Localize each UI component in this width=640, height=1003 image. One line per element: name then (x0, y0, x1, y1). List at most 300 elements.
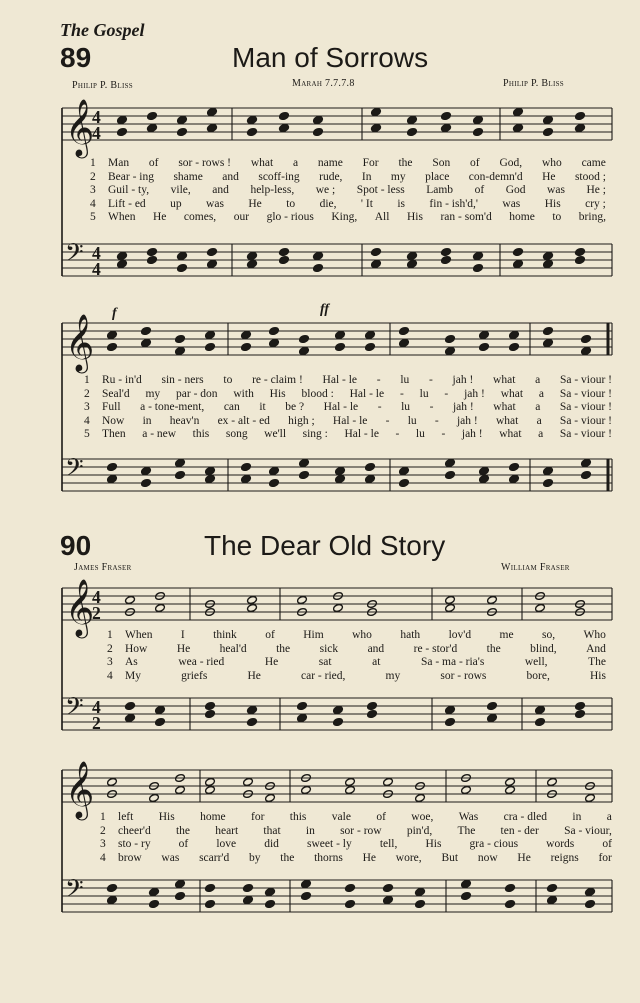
lyric-syllable: scarr'd (199, 851, 230, 864)
note-head (513, 248, 524, 257)
lyric-syllable: lu (401, 401, 411, 413)
lyric-syllable: Who (583, 629, 606, 641)
music-credit: William Fraser (501, 562, 570, 573)
lyric-syllable: wore, (395, 851, 422, 864)
verse-number: 5 (84, 428, 90, 440)
lyric-syllable: Full (102, 401, 121, 413)
lyric-syllable: Sa - viour, (564, 824, 612, 837)
note-head (107, 331, 118, 340)
note-head (333, 604, 344, 613)
lyric-syllable: jah ! (456, 414, 478, 427)
note-head (371, 108, 382, 117)
lyric-syllable: cry ; (585, 197, 606, 210)
lyric-syllable: As (125, 656, 138, 668)
note-head (297, 714, 308, 723)
lyric-syllable: what (500, 387, 524, 400)
lyric-syllable: - (399, 387, 404, 400)
note-head (487, 714, 498, 723)
lyric-syllable: ex - alt - ed (217, 414, 270, 427)
lyric-syllable: re - claim ! (252, 374, 303, 386)
note-head (371, 260, 382, 269)
note-head (155, 604, 166, 613)
note-head (399, 479, 410, 488)
lyric-syllable: now (477, 851, 498, 864)
lyric-syllable: sick (319, 642, 339, 655)
lyric-syllable: God, (499, 157, 523, 169)
lyric-syllable: in (142, 414, 152, 427)
lyric-syllable: a (293, 157, 299, 169)
note-head (207, 124, 218, 133)
note-head (149, 900, 160, 909)
note-head (581, 459, 592, 468)
note-head (177, 264, 188, 273)
lyric-syllable: sor - rows (440, 669, 487, 682)
lyric-syllable: His (544, 197, 561, 210)
note-head (243, 884, 254, 893)
lyric-syllable: I (180, 629, 185, 641)
note-head (269, 339, 280, 348)
lyric-syllable: who (541, 157, 562, 169)
note-head (509, 331, 520, 340)
note-head (575, 702, 586, 711)
note-head (141, 339, 152, 348)
verse-number: 4 (100, 851, 106, 864)
note-head (269, 467, 280, 476)
note-head (205, 702, 216, 711)
note-head (149, 794, 160, 803)
note-head (147, 112, 158, 121)
note-head (415, 900, 426, 909)
lyric-syllable: in (305, 824, 315, 837)
note-head (155, 718, 166, 727)
note-head (445, 596, 456, 605)
note-head (177, 128, 188, 137)
treble-clef: 𝄞 (65, 313, 95, 371)
note-head (445, 471, 456, 480)
lyric-syllable: the (280, 851, 295, 864)
note-head (535, 604, 546, 613)
note-head (313, 252, 324, 261)
lyric-syllable: home (509, 211, 535, 223)
lyric-syllable: He (362, 851, 377, 864)
lyric-syllable: lu (400, 374, 410, 386)
lyric-syllable: Hal - le (344, 428, 379, 440)
note-head (107, 778, 118, 787)
lyric-syllable: thorns (314, 851, 343, 864)
lyric-syllable: be ? (285, 401, 305, 413)
note-head (299, 335, 310, 344)
note-head (415, 794, 426, 803)
lyric-syllable: jah ! (452, 401, 474, 413)
note-head (247, 596, 258, 605)
lyric-syllable: to (223, 374, 233, 386)
words-credit: James Fraser (74, 562, 132, 573)
note-head (479, 467, 490, 476)
lyric-syllable: Hal - le (332, 414, 368, 427)
note-head (247, 718, 258, 727)
note-head (107, 884, 118, 893)
time-signature: 2 (92, 603, 101, 623)
verse-number: 2 (100, 824, 106, 837)
note-head (371, 248, 382, 257)
note-head (407, 252, 418, 261)
verse-number: 1 (100, 811, 106, 823)
note-head (141, 327, 152, 336)
note-head (585, 794, 596, 803)
note-head (125, 702, 136, 711)
lyric-syllable: sin - ners (161, 374, 204, 386)
note-head (333, 706, 344, 715)
lyric-syllable: woe, (411, 811, 434, 823)
lyric-syllable: it (259, 401, 266, 413)
note-head (175, 880, 186, 889)
note-head (241, 343, 252, 352)
note-head (107, 463, 118, 472)
note-head (149, 888, 160, 897)
verse-number: 2 (84, 387, 90, 400)
lyric-syllable: and (367, 642, 385, 655)
note-head (547, 778, 558, 787)
note-head (407, 260, 418, 269)
note-head (175, 335, 186, 344)
note-head (479, 475, 490, 484)
note-head (365, 343, 376, 352)
lyric-syllable: He (247, 669, 261, 682)
lyric-syllable: heal'd (219, 642, 247, 655)
note-head (445, 347, 456, 356)
verse-number: 4 (84, 414, 90, 427)
lyric-syllable: Ru - in'd (102, 374, 142, 386)
lyric-syllable: hath (400, 629, 421, 641)
lyric-syllable: cheer'd (118, 824, 151, 837)
lyric-syllable: a (538, 387, 545, 400)
lyric-syllable: and (212, 184, 229, 196)
lyric-syllable: what (495, 414, 519, 427)
lyric-syllable: to (286, 197, 296, 210)
lyric-syllable: Son (432, 157, 451, 169)
note-head (177, 116, 188, 125)
verse-number: 5 (90, 211, 96, 223)
lyric-syllable: up (170, 197, 182, 210)
lyric-syllable: bring, (578, 211, 606, 223)
note-head (505, 884, 516, 893)
lyric-syllable: gra - cious (469, 838, 519, 850)
note-head (175, 786, 186, 795)
note-head (367, 702, 378, 711)
note-head (299, 471, 310, 480)
lyric-syllable: me (499, 629, 514, 641)
note-head (345, 900, 356, 909)
note-head (313, 264, 324, 273)
lyric-syllable: sor - rows ! (178, 157, 232, 169)
note-head (205, 900, 216, 909)
lyric-syllable: a (536, 414, 542, 427)
lyric-syllable: Was (458, 811, 479, 823)
note-head (345, 778, 356, 787)
hymn-number: 90 (60, 530, 92, 561)
lyric-syllable: well, (524, 656, 548, 668)
lyric-syllable: help-less, (250, 184, 295, 196)
lyric-syllable: griefs (181, 669, 208, 682)
hymn-title: The Dear Old Story (204, 530, 446, 561)
lyric-syllable: shame (173, 170, 203, 183)
lyric-syllable: For (362, 157, 379, 169)
time-signature: 4 (92, 107, 101, 127)
verse-number: 4 (107, 669, 113, 682)
lyric-syllable: this (192, 428, 210, 440)
lyric-syllable: of (148, 157, 159, 169)
lyric-syllable: Seal'd (102, 387, 130, 400)
note-head (297, 596, 308, 605)
lyric-syllable: Sa - ma - ria's (420, 656, 485, 668)
note-head (247, 260, 258, 269)
note-head (509, 475, 520, 484)
hymn-number: 89 (60, 42, 92, 73)
note-head (445, 459, 456, 468)
note-head (335, 467, 346, 476)
note-head (247, 252, 258, 261)
lyric-syllable: that (263, 824, 281, 837)
note-head (107, 343, 118, 352)
lyric-syllable: - (441, 428, 446, 440)
note-head (365, 463, 376, 472)
lyric-syllable: think (213, 629, 237, 641)
note-head (513, 124, 524, 133)
lyric-syllable: He (248, 197, 262, 210)
lyric-syllable: Man (108, 157, 130, 169)
note-head (177, 252, 188, 261)
lyric-syllable: Bear - ing (108, 170, 154, 183)
note-head (473, 116, 484, 125)
note-head (441, 256, 452, 265)
note-head (509, 343, 520, 352)
verse-number: 3 (84, 401, 90, 413)
note-head (461, 786, 472, 795)
lyric-syllable: sat (318, 656, 332, 668)
note-head (265, 794, 276, 803)
lyric-syllable: When (108, 211, 136, 223)
lyric-syllable: God (505, 184, 526, 196)
note-head (205, 786, 216, 795)
note-head (279, 248, 290, 257)
lyric-syllable: of (178, 838, 189, 850)
lyric-syllable: sto - ry (118, 838, 151, 850)
lyric-syllable: my (145, 387, 161, 400)
note-head (371, 124, 382, 133)
note-head (441, 124, 452, 133)
lyric-syllable: Sa - viour ! (559, 401, 612, 413)
lyric-syllable: He (264, 656, 279, 668)
lyric-syllable: of (470, 157, 480, 169)
time-signature: 4 (92, 123, 101, 143)
note-head (445, 706, 456, 715)
note-head (243, 896, 254, 905)
lyric-syllable: the (175, 824, 190, 837)
hymn-title: Man of Sorrows (232, 42, 429, 73)
note-head (575, 124, 586, 133)
time-signature: 4 (92, 243, 101, 263)
lyric-syllable: rude, (319, 170, 343, 183)
note-head (335, 331, 346, 340)
note-head (247, 604, 258, 613)
lyric-syllable: this (289, 811, 307, 823)
verse-number: 4 (90, 197, 96, 210)
lyric-syllable: - (385, 414, 390, 427)
note-head (547, 884, 558, 893)
note-head (301, 892, 312, 901)
lyric-syllable: high ; (288, 414, 315, 427)
lyric-syllable: - (434, 414, 439, 427)
note-head (535, 718, 546, 727)
note-head (543, 479, 554, 488)
note-head (383, 884, 394, 893)
lyric-syllable: who (352, 629, 372, 641)
lyric-syllable: Guil - ty, (108, 184, 150, 196)
note-head (581, 335, 592, 344)
lyric-syllable: a - tone-ment, (140, 401, 205, 413)
lyric-syllable: His (406, 211, 423, 223)
note-head (313, 116, 324, 125)
lyric-syllable: did (264, 838, 279, 850)
note-head (175, 347, 186, 356)
verse-number: 2 (107, 642, 113, 655)
lyric-syllable: How (125, 642, 148, 655)
note-head (335, 343, 346, 352)
note-head (575, 248, 586, 257)
note-head (505, 786, 516, 795)
lyric-syllable: in (572, 811, 582, 823)
lyric-syllable: sing : (302, 428, 328, 440)
note-head (383, 778, 394, 787)
lyric-syllable: for (251, 811, 265, 823)
lyric-syllable: is (397, 197, 405, 210)
lyric-syllable: the (486, 642, 501, 655)
note-head (107, 475, 118, 484)
lyric-syllable: fin - ish'd,' (429, 197, 478, 210)
note-head (279, 256, 290, 265)
note-head (279, 124, 290, 133)
note-head (265, 888, 276, 897)
lyric-syllable: ran - som'd (440, 211, 492, 223)
note-head (575, 256, 586, 265)
time-signature: 2 (92, 713, 101, 733)
note-head (441, 248, 452, 257)
lyric-syllable: His (158, 811, 175, 823)
lyric-syllable: so, (542, 629, 556, 641)
note-head (241, 475, 252, 484)
lyric-syllable: He (517, 851, 531, 864)
lyric-syllable: comes, (183, 211, 217, 223)
lyric-syllable: jah ! (464, 387, 485, 400)
note-head (487, 702, 498, 711)
lyric-syllable: Lift - ed (108, 197, 146, 210)
lyric-syllable: heart (215, 824, 239, 837)
treble-clef: 𝄞 (65, 578, 95, 636)
note-head (585, 888, 596, 897)
verse-number: 3 (107, 656, 113, 668)
lyric-syllable: what (493, 374, 516, 386)
note-head (399, 467, 410, 476)
note-head (543, 252, 554, 261)
note-head (265, 900, 276, 909)
lyric-syllable: - (444, 387, 449, 400)
lyric-syllable: heav'n (169, 414, 200, 427)
lyric-syllable: lov'd (448, 629, 472, 641)
lyric-syllable: pin'd, (406, 824, 433, 837)
lyric-syllable: song (225, 428, 248, 440)
note-head (575, 112, 586, 121)
lyric-syllable: a - new (142, 428, 177, 440)
note-head (241, 331, 252, 340)
lyric-syllable: brow (118, 851, 142, 864)
note-head (313, 128, 324, 137)
note-head (141, 467, 152, 476)
lyric-syllable: a (606, 811, 612, 823)
note-head (513, 108, 524, 117)
lyric-syllable: a (535, 374, 541, 386)
note-head (473, 128, 484, 137)
lyric-syllable: can (223, 401, 240, 413)
note-head (543, 260, 554, 269)
note-head (117, 116, 128, 125)
lyric-syllable: home (200, 811, 226, 823)
note-head (581, 471, 592, 480)
lyric-syllable: Hal - le (322, 374, 358, 386)
lyric-syllable: He ; (586, 184, 606, 196)
note-head (125, 596, 136, 605)
note-head (207, 260, 218, 269)
note-head (543, 116, 554, 125)
treble-clef: 𝄞 (65, 98, 95, 156)
note-head (365, 331, 376, 340)
lyric-syllable: All (374, 211, 390, 223)
lyric-syllable: Sa - viour ! (559, 414, 612, 427)
note-head (141, 479, 152, 488)
lyric-syllable: car - ried, (301, 669, 346, 682)
lyric-syllable: what (250, 157, 274, 169)
lyric-syllable: was (206, 197, 224, 210)
lyric-syllable: with (233, 387, 254, 400)
lyric-syllable: reigns (550, 851, 579, 864)
lyric-syllable: name (317, 157, 343, 169)
lyric-syllable: ' It (360, 197, 373, 210)
verse-number: 3 (100, 838, 106, 850)
verse-number: 2 (90, 170, 96, 183)
lyric-syllable: lu (407, 414, 417, 427)
note-head (367, 710, 378, 719)
lyric-syllable: He (152, 211, 167, 223)
lyric-syllable: and (222, 170, 239, 183)
lyric-syllable: what (499, 428, 522, 440)
lyric-syllable: lu (419, 387, 429, 400)
lyric-syllable: In (361, 170, 372, 183)
lyric-syllable: scoff-ing (258, 170, 300, 183)
note-head (205, 710, 216, 719)
lyric-syllable: King, (331, 211, 358, 223)
lyric-syllable: Hal - le (323, 401, 359, 413)
note-head (473, 252, 484, 261)
lyric-syllable: When (125, 629, 153, 641)
note-head (175, 459, 186, 468)
note-head (445, 335, 456, 344)
note-head (205, 884, 216, 893)
note-head (117, 252, 128, 261)
lyric-syllable: Then (102, 428, 126, 440)
tune-meter: Marah 7.7.7.8 (292, 78, 355, 89)
note-head (473, 264, 484, 273)
dynamic-forte: f (112, 306, 117, 321)
note-head (117, 260, 128, 269)
